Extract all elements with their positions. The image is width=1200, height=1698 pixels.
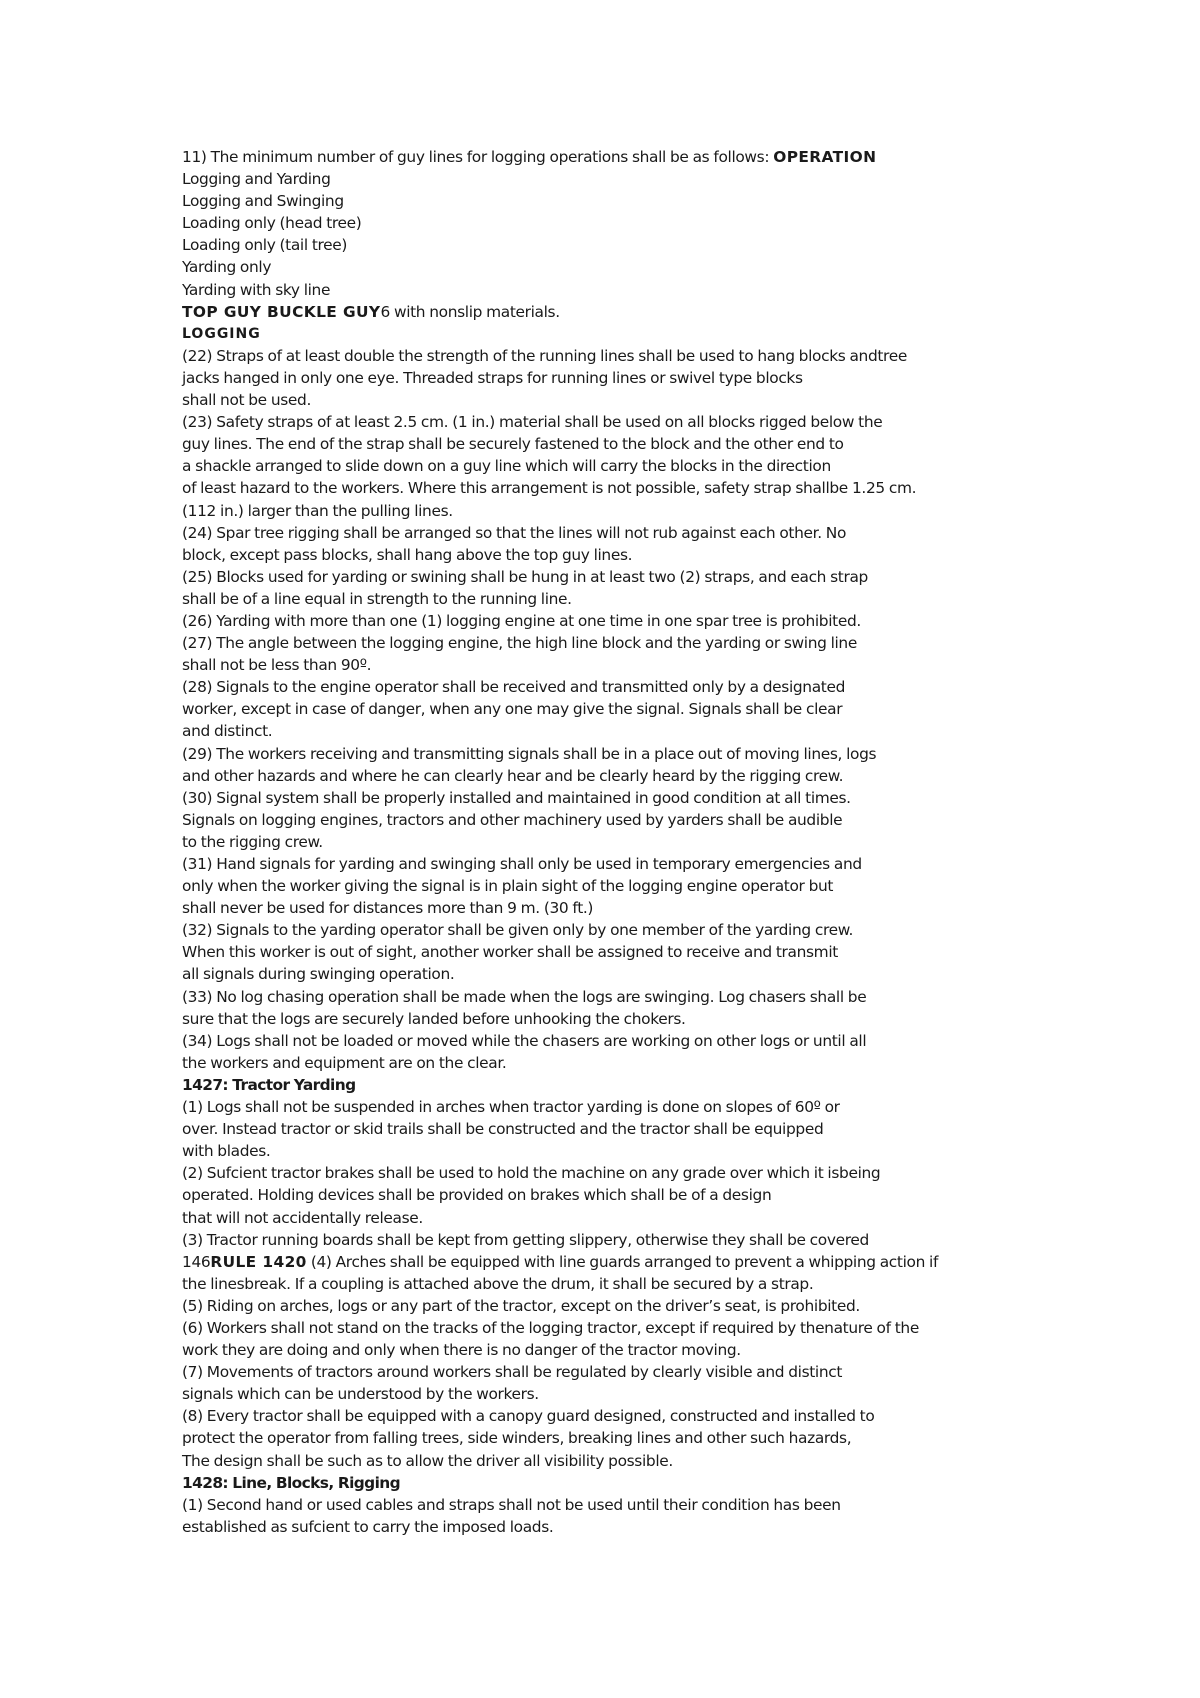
text-line: only when the worker giving the signal is in plain sight of the logging engine operator but [182, 877, 834, 896]
text-line: shall never be used for distances more than 9 m. (30 ft.) [182, 899, 594, 918]
text-line: shall not be less than 90º. [182, 656, 372, 675]
operation-item: Loading only (tail tree) [182, 236, 348, 255]
text-line: over. Instead tractor or skid trails shall be constructed and the tractor shall be equipped [182, 1120, 824, 1139]
text-line: (1) Logs shall not be suspended in arches when tractor yarding is done on slopes of 60º or [182, 1098, 840, 1117]
text-line: (25) Blocks used for yarding or swining shall be hung in at least two (2) straps, and each strap [182, 567, 868, 586]
text-line: (1) Second hand or used cables and straps shall not be used until their condition has been [182, 1495, 841, 1514]
text-line: sure that the logs are securely landed before unhooking the chokers. [182, 1009, 686, 1028]
text-line: established as sufcient to carry the imposed loads. [182, 1517, 554, 1536]
text-line: (2) Sufcient tractor brakes shall be used to hold the machine on any grade over which it isbeing [182, 1164, 881, 1183]
rule-line-text: (4) Arches shall be equipped with line guards arranged to prevent a whipping action if [306, 1252, 939, 1271]
operations-list [182, 168, 1182, 301]
text-line: and distinct. [182, 722, 273, 741]
document-page [182, 146, 1182, 1538]
text-line: (27) The angle between the logging engine, the high line block and the yarding or swing line [182, 634, 857, 653]
guy-line-text: 6 with nonslip materials. [380, 302, 560, 321]
section-tractor-yarding [182, 1096, 1182, 1251]
text-line: (5) Riding on arches, logs or any part of the tractor, except on the driver’s seat, is prohibited. [182, 1296, 860, 1315]
operation-item: Yarding only [182, 258, 272, 277]
text-line: (24) Spar tree rigging shall be arranged so that the lines will not rub against each other. No [182, 523, 847, 542]
operation-item: Yarding with sky line [182, 280, 331, 299]
text-line: operated. Holding devices shall be provided on brakes which shall be of a design [182, 1186, 772, 1205]
heading-1428: 1428: Line, Blocks, Rigging [182, 1473, 401, 1492]
running-header: RULE 1420 [210, 1252, 307, 1271]
text-line: shall not be used. [182, 391, 311, 410]
text-line: (6) Workers shall not stand on the tracks of the logging tractor, except if required by thenature of the [182, 1318, 919, 1337]
operation-item: Logging and Swinging [182, 192, 344, 211]
operation-label: OPERATION [773, 148, 877, 166]
text-line: (34) Logs shall not be loaded or moved while the chasers are working on other logs or until all [182, 1031, 867, 1050]
logging-heading: LOGGING [182, 325, 261, 342]
text-line: a shackle arranged to slide down on a guy line which will carry the blocks in the direction [182, 457, 831, 476]
text-line: (30) Signal system shall be properly installed and maintained in good condition at all times. [182, 788, 851, 807]
section-logging-rules [182, 345, 1182, 1074]
text-line: all signals during swinging operation. [182, 965, 455, 984]
intro-text: 11) The minimum number of guy lines for logging operations shall be as follows: [182, 148, 774, 166]
guy-line [182, 301, 1182, 323]
text-line: protect the operator from falling trees, side winders, breaking lines and other such hazards, [182, 1429, 852, 1448]
section-line-blocks-rigging [182, 1494, 1182, 1538]
operation-item: Loading only (head tree) [182, 214, 362, 233]
text-line: When this worker is out of sight, another worker shall be assigned to receive and transmit [182, 943, 838, 962]
rule-line [182, 1251, 1182, 1273]
text-line: (33) No log chasing operation shall be made when the logs are swinging. Log chasers shall be [182, 987, 867, 1006]
text-line: the linesbreak. If a coupling is attached above the drum, it shall be secured by a strap. [182, 1274, 814, 1293]
text-line: (8) Every tractor shall be equipped with a canopy guard designed, constructed and installed to [182, 1407, 875, 1426]
text-line: (7) Movements of tractors around workers shall be regulated by clearly visible and distinct [182, 1363, 843, 1382]
text-line: work they are doing and only when there is no danger of the tractor moving. [182, 1341, 741, 1360]
text-line: block, except pass blocks, shall hang above the top guy lines. [182, 545, 633, 564]
text-line: jacks hanged in only one eye. Threaded straps for running lines or swivel type blocks [182, 368, 803, 387]
text-line: (22) Straps of at least double the strength of the running lines shall be used to hang blocks andtree [182, 346, 907, 365]
text-line: and other hazards and where he can clearly hear and be clearly heard by the rigging crew. [182, 766, 844, 785]
page-number: 146 [182, 1252, 211, 1271]
text-line: with blades. [182, 1142, 271, 1161]
text-line: worker, except in case of danger, when any one may give the signal. Signals shall be clear [182, 700, 843, 719]
heading-1427: 1427: Tractor Yarding [182, 1075, 356, 1094]
text-line: (31) Hand signals for yarding and swinging shall only be used in temporary emergencies and [182, 855, 862, 873]
text-line: (29) The workers receiving and transmitting signals shall be in a place out of moving lines, logs [182, 744, 877, 763]
text-line: (32) Signals to the yarding operator shall be given only by one member of the yarding crew. [182, 921, 854, 940]
text-line: guy lines. The end of the strap shall be securely fastened to the block and the other end to [182, 435, 844, 454]
text-line: the workers and equipment are on the clear. [182, 1053, 507, 1072]
operation-item: Logging and Yarding [182, 170, 331, 189]
text-line: The design shall be such as to allow the driver all visibility possible. [182, 1451, 673, 1470]
text-line: (28) Signals to the engine operator shall be received and transmitted only by a designated [182, 678, 845, 697]
text-line: (112 in.) larger than the pulling lines. [182, 501, 453, 520]
text-line: of least hazard to the workers. Where this arrangement is not possible, safety strap shallbe 1.25 cm. [182, 479, 917, 498]
text-line: shall be of a line equal in strength to the running line. [182, 589, 572, 608]
intro-line [182, 146, 1182, 168]
text-line: Signals on logging engines, tractors and other machinery used by yarders shall be audible [182, 810, 843, 829]
text-line: to the rigging crew. [182, 832, 323, 851]
text-line: (26) Yarding with more than one (1) logging engine at one time in one spar tree is prohibited. [182, 611, 861, 630]
text-line: that will not accidentally release. [182, 1208, 423, 1227]
guy-line-bold: TOP GUY BUCKLE GUY [182, 302, 381, 321]
text-line: (23) Safety straps of at least 2.5 cm. (1 in.) material shall be used on all blocks rigged below the [182, 413, 883, 432]
text-line: signals which can be understood by the workers. [182, 1385, 539, 1404]
section-tractor-yarding-cont [182, 1273, 1182, 1472]
text-line: (3) Tractor running boards shall be kept from getting slippery, otherwise they shall be covered [182, 1230, 869, 1249]
